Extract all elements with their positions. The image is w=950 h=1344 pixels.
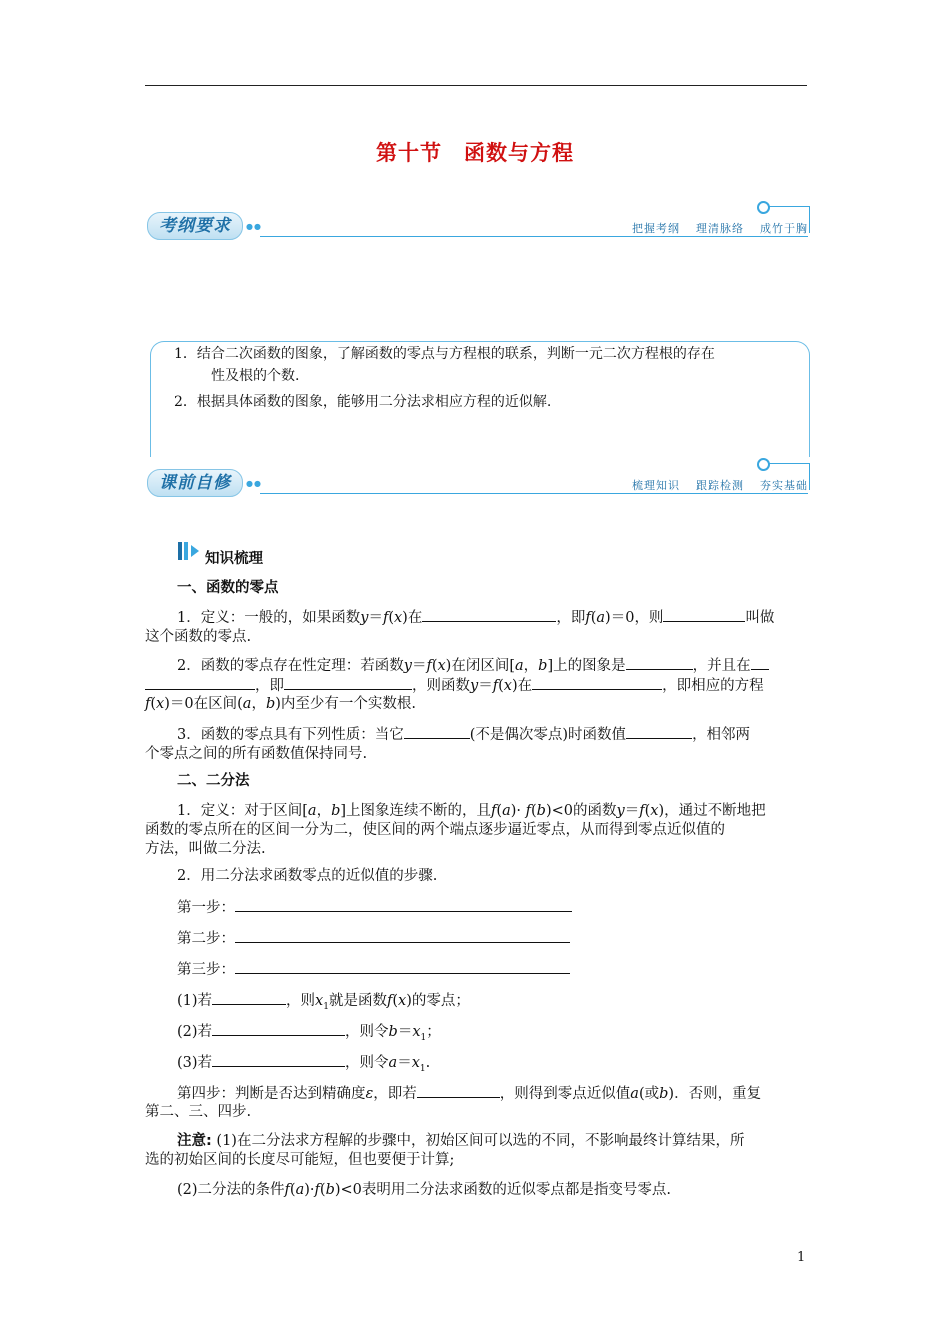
page-number: 1 bbox=[797, 1250, 806, 1265]
banner-line bbox=[260, 493, 808, 494]
case1: (1)若 ，则$x_1$就是函数f(x)的零点； bbox=[177, 990, 470, 1017]
step3: 第三步： bbox=[177, 959, 570, 980]
part2-para1-line1: 1．定义：对于区间[a，b]上图象连续不断的，且f(a)· f(b)<0的函数y＝f(x)，通过不断地把 bbox=[177, 803, 766, 819]
requirement-1 bbox=[174, 343, 715, 387]
part1-para2-line3: f(x)＝0在区间(a，b)内至少有一个实数根. bbox=[145, 696, 417, 712]
part1-para2-line2: ，即 ，则函数y＝f(x)在 ，即相应的方程 bbox=[145, 675, 764, 696]
knowledge-section-icon bbox=[177, 541, 203, 561]
banner-preview-study bbox=[145, 466, 812, 500]
banner-exam-requirements bbox=[145, 209, 812, 243]
ring-icon bbox=[757, 201, 770, 214]
step2: 第二步： bbox=[177, 928, 570, 949]
part1-para1-line2: 这个函数的零点. bbox=[145, 629, 252, 645]
step1: 第一步： bbox=[177, 897, 572, 918]
banner-tab: 课前自修 bbox=[147, 469, 243, 497]
ring-icon bbox=[757, 458, 770, 471]
note-line2: 选的初始区间的长度尽可能短，但也要便于计算; bbox=[145, 1152, 455, 1168]
part1-para3-line2: 个零点之间的所有函数值保持同号. bbox=[145, 746, 368, 762]
banner-keyword: 夯实基础 bbox=[760, 479, 808, 492]
banner-keyword: 把握考纲 bbox=[632, 222, 680, 235]
part1-heading: 一、函数的零点 bbox=[177, 580, 279, 596]
banner-subtitle bbox=[616, 220, 808, 236]
banner-subtitle bbox=[616, 477, 808, 493]
part2-para2: 2．用二分法求函数零点的近似值的步骤. bbox=[177, 868, 438, 884]
section-label: 知识梳理 bbox=[205, 551, 263, 567]
top-rule bbox=[145, 85, 807, 86]
part2-para1-line2: 函数的零点所在的区间一分为二，使区间的两个端点逐步逼近零点，从而得到零点近似值的 bbox=[145, 822, 725, 838]
banner-keyword: 梳理知识 bbox=[632, 479, 680, 492]
step4-line2: 第二、三、四步. bbox=[145, 1104, 252, 1120]
requirement-2: 2．根据具体函数的图象，能够用二分法求相应方程的近似解. bbox=[174, 394, 552, 410]
banner-keyword: 成竹于胸 bbox=[760, 222, 808, 235]
dots-icon: ●● bbox=[246, 479, 262, 488]
part2-para1-line3: 方法，叫做二分法. bbox=[145, 841, 266, 857]
case2: (2)若 ，则令$b=x_1$； bbox=[177, 1021, 441, 1048]
page-title: 第十节 函数与方程 bbox=[376, 141, 574, 165]
banner-keyword: 理清脉络 bbox=[696, 222, 744, 235]
part1-para2-line1: 2．函数的零点存在性定理：若函数y＝f(x)在闭区间[a，b]上的图象是 ，并且在 bbox=[177, 655, 769, 676]
note-label: 注意: bbox=[177, 1133, 212, 1149]
part2-heading: 二、二分法 bbox=[177, 773, 250, 789]
dots-icon: ●● bbox=[246, 222, 262, 231]
note-line1: 注意: (1)在二分法求方程解的步骤中，初始区间可以选的不同，不影响最终计算结果，所 bbox=[177, 1133, 745, 1149]
requirement-1-line1: 1．结合二次函数的图象，了解函数的零点与方程根的联系，判断一元二次方程根的存在 bbox=[174, 346, 715, 362]
banner-line bbox=[260, 236, 808, 237]
banner-keyword: 跟踪检测 bbox=[696, 479, 744, 492]
requirement-1-line2: 性及根的个数. bbox=[211, 368, 300, 384]
step4-line1: 第四步：判断是否达到精确度ε，即若 ，则得到零点近似值a(或b)．否则，重复 bbox=[177, 1083, 761, 1104]
banner-tab: 考纲要求 bbox=[147, 212, 243, 240]
case3: (3)若 ，则令$a=x_1$. bbox=[177, 1052, 430, 1079]
part1-para1-line1: 1．定义：一般的，如果函数y＝f(x)在 ，即f(a)＝0，则 叫做 bbox=[177, 607, 774, 628]
part1-para3-line1: 3．函数的零点具有下列性质：当它 (不是偶次零点)时函数值 ，相邻两 bbox=[177, 724, 750, 745]
note-line3: (2)二分法的条件f(a)·f(b)<0表明用二分法求函数的近似零点都是指变号零点. bbox=[177, 1182, 672, 1198]
